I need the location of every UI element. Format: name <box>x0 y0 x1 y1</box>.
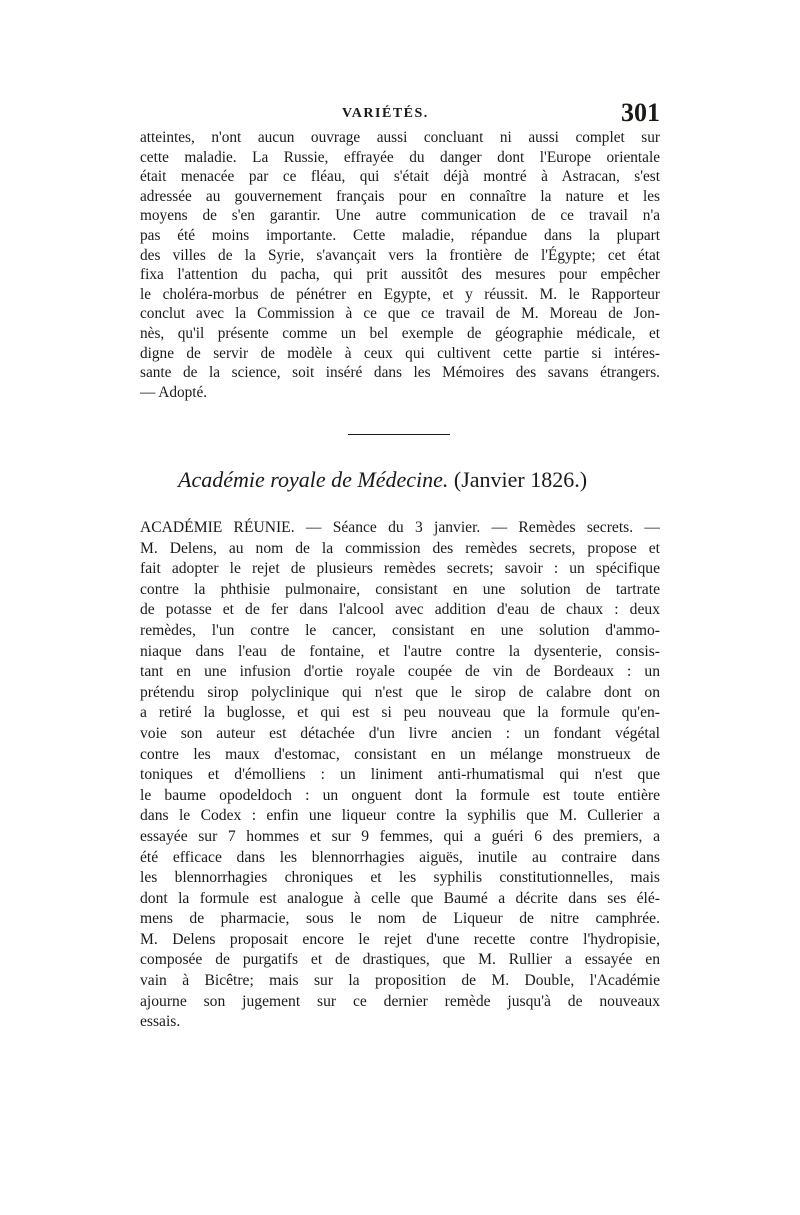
text-line: dans le Codex : enfin une liqueur contre la syphilis que M. Cullerier a <box>140 807 660 825</box>
section-title: Académie royale de Médecine. <box>178 467 449 492</box>
text-line: adressée au gouvernement français pour en connaître la nature et les <box>140 187 660 205</box>
text-line: essayée sur 7 hommes et sur 9 femmes, qui a guéri 6 des premiers, a <box>140 827 660 845</box>
text-line: les blennorrhagies chroniques et les syphilis constitutionnelles, mais <box>140 869 660 887</box>
text-line: fait adopter le rejet de plusieurs remèdes secrets; savoir : un spécifique <box>140 560 660 578</box>
running-title: VARIÉTÉS. <box>342 106 429 121</box>
text-line: été efficace dans les blennorrhagies aiguës, inutile au contraire dans <box>140 848 660 866</box>
text-line: nès, qu'il présente comme un bel exemple de géographie médicale, et <box>140 324 660 342</box>
continued-paragraph <box>140 128 660 402</box>
running-head <box>140 98 660 132</box>
text-line: ajourne son jugement sur ce dernier remède jusqu'à de nouveaux <box>140 992 660 1010</box>
text-line: fixa l'attention du pacha, qui prit aussitôt des mesures pour empêcher <box>140 266 660 284</box>
text-line: sante de la science, soit inséré dans les Mémoires des savans étrangers. <box>140 364 660 382</box>
text-line: le baume opodeldoch : un onguent dont la formule est toute entière <box>140 786 660 804</box>
text-line: niaque dans l'eau de fontaine, et l'autre contre la dysenterie, consis- <box>140 642 660 660</box>
text-line: cette maladie. La Russie, effrayée du danger dont l'Europe orientale <box>140 148 660 166</box>
text-line: toniques et d'émolliens : un liniment anti-rhumatismal qui n'est que <box>140 766 660 784</box>
text-line: essais. <box>140 1013 181 1031</box>
text-line: M. Delens proposait encore le rejet d'une recette contre l'hydropisie, <box>140 930 660 948</box>
text-line: vain à Bicêtre; mais sur la proposition de M. Double, l'Académie <box>140 972 660 990</box>
separator-rule <box>348 434 450 435</box>
text-line: — Adopté. <box>140 383 208 401</box>
text-line: contre les maux d'estomac, consistant en un mélange monstrueux de <box>140 745 660 763</box>
text-line: ACADÉMIE RÉUNIE. — Séance du 3 janvier. — Remèdes secrets. — <box>140 519 660 536</box>
text-line: de potasse et de fer dans l'alcool avec addition d'eau de chaux : deux <box>140 601 660 619</box>
text-line: composée de purgatifs et de drastiques, que M. Rullier a essayée en <box>140 951 660 969</box>
text-line: M. Delens, au nom de la commission des remèdes secrets, propose et <box>140 539 660 557</box>
text-line: tant en une infusion d'ortie royale coupée de vin de Bordeaux : un <box>140 663 660 681</box>
article-paragraph <box>140 518 660 1033</box>
text-line: remèdes, l'un contre le cancer, consistant en une solution d'ammo- <box>140 621 660 639</box>
text-line: contre la phthisie pulmonaire, consistant en une solution de tartrate <box>140 580 660 598</box>
text-line: mens de pharmacie, sous le nom de Liqueur de nitre camphrée. <box>140 910 660 928</box>
text-line: était menacée par ce fléau, qui s'était déjà montré à Astracan, s'est <box>140 168 660 186</box>
text-line: a retiré la buglosse, et qui est si peu nouveau que la formule qu'en- <box>140 704 660 722</box>
text-line: prétendu sirop polyclinique qui n'est que le sirop de calabre dont on <box>140 683 660 701</box>
text-line: voie son auteur est détachée d'un livre ancien : un fondant végétal <box>140 724 660 742</box>
page-number: 301 <box>621 98 660 127</box>
text-line: dont la formule est analogue à celle que Baumé a décrite dans ses élé- <box>140 889 660 907</box>
text-line: digne de servir de modèle à ceux qui cultivent cette partie si intéres- <box>140 344 660 362</box>
text-line: moyens de s'en garantir. Une autre communication de ce travail n'a <box>140 207 660 225</box>
text-line: atteintes, n'ont aucun ouvrage aussi concluant ni aussi complet sur <box>140 129 660 146</box>
text-line: le choléra-morbus de pénétrer en Egypte, et y réussit. M. le Rapporteur <box>140 285 660 303</box>
text-line: des villes de la Syrie, s'avançait vers la frontière de l'Égypte; cet état <box>140 246 660 264</box>
section-heading <box>178 466 638 494</box>
section-date: (Janvier 1826.) <box>453 467 588 492</box>
text-line: conclut avec la Commission à ce que ce travail de M. Moreau de Jon- <box>140 305 660 323</box>
text-line: pas été moins importante. Cette maladie, répandue dans la plupart <box>140 226 660 244</box>
